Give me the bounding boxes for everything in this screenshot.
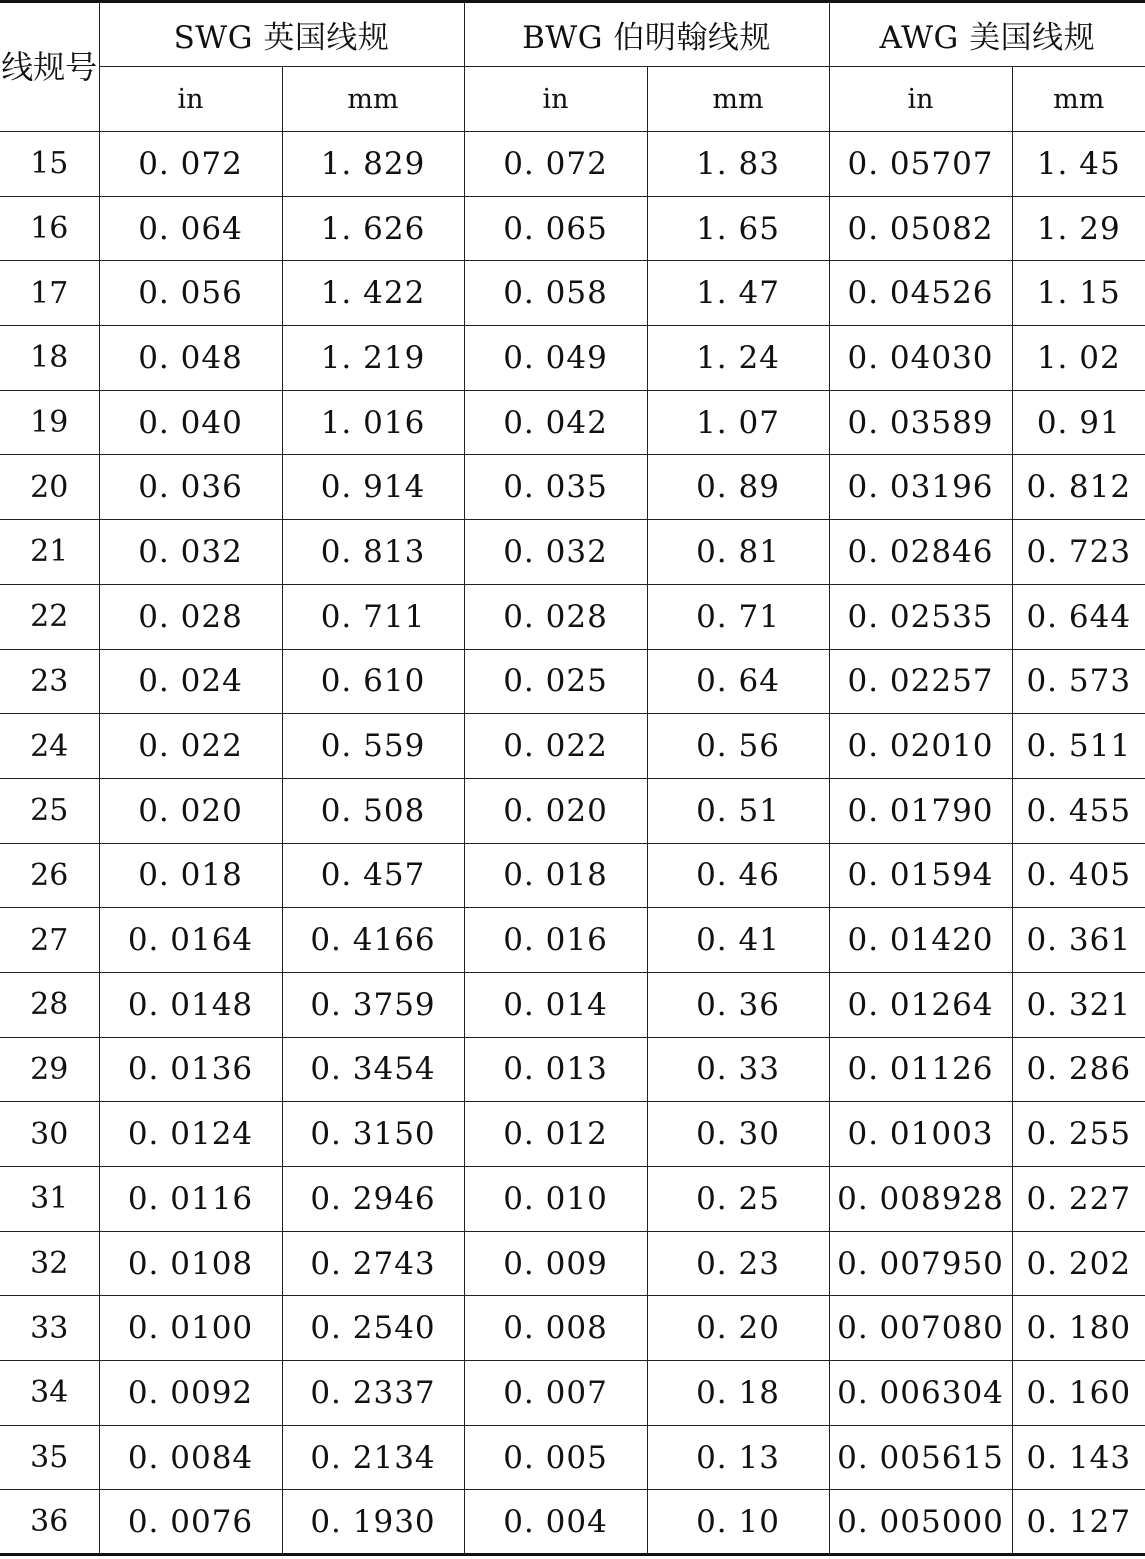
swg-mm-cell: 0. 508 [282, 778, 464, 843]
bwg-mm-cell: 1. 47 [647, 261, 829, 326]
table-row [0, 132, 1145, 197]
gauge-number-cell: 24 [0, 714, 99, 779]
bwg-in-cell: 0. 007 [464, 1361, 647, 1426]
swg-in-cell: 0. 0084 [99, 1425, 282, 1490]
swg-mm-cell: 0. 2743 [282, 1231, 464, 1296]
awg-in-cell: 0. 005615 [829, 1425, 1012, 1490]
awg-mm-cell: 0. 644 [1012, 584, 1145, 649]
bwg-mm-cell: 0. 20 [647, 1296, 829, 1361]
table-row [0, 520, 1145, 585]
bwg-in-cell: 0. 005 [464, 1425, 647, 1490]
awg-in-cell: 0. 01264 [829, 972, 1012, 1037]
bwg-in-cell: 0. 008 [464, 1296, 647, 1361]
bwg-in-cell: 0. 049 [464, 326, 647, 391]
swg-in-cell: 0. 018 [99, 843, 282, 908]
gauge-number-cell: 18 [0, 326, 99, 391]
swg-in-cell: 0. 032 [99, 520, 282, 585]
swg-mm-cell: 0. 914 [282, 455, 464, 520]
table-row [0, 1102, 1145, 1167]
gauge-number-cell: 26 [0, 843, 99, 908]
table-body [0, 132, 1145, 1555]
awg-mm-cell: 0. 255 [1012, 1102, 1145, 1167]
table-row [0, 1425, 1145, 1490]
swg-mm-cell: 0. 457 [282, 843, 464, 908]
bwg-in-header: in [464, 67, 647, 132]
bwg-mm-cell: 0. 13 [647, 1425, 829, 1490]
table-row [0, 196, 1145, 261]
awg-in-cell: 0. 01126 [829, 1037, 1012, 1102]
awg-mm-cell: 0. 573 [1012, 649, 1145, 714]
awg-group-header: AWG 美国线规 [829, 2, 1145, 67]
gauge-number-cell: 17 [0, 261, 99, 326]
awg-mm-cell: 0. 91 [1012, 390, 1145, 455]
swg-in-header: in [99, 67, 282, 132]
awg-mm-cell: 0. 812 [1012, 455, 1145, 520]
awg-in-cell: 0. 01790 [829, 778, 1012, 843]
gauge-number-header: 线规号 [0, 2, 99, 132]
gauge-number-cell: 29 [0, 1037, 99, 1102]
bwg-in-cell: 0. 035 [464, 455, 647, 520]
bwg-mm-cell: 0. 89 [647, 455, 829, 520]
header-row-groups [0, 2, 1145, 67]
gauge-number-cell: 21 [0, 520, 99, 585]
awg-mm-header: mm [1012, 67, 1145, 132]
bwg-group-header: BWG 伯明翰线规 [464, 2, 829, 67]
awg-mm-cell: 0. 160 [1012, 1361, 1145, 1426]
swg-in-cell: 0. 020 [99, 778, 282, 843]
bwg-mm-cell: 1. 07 [647, 390, 829, 455]
awg-in-cell: 0. 04030 [829, 326, 1012, 391]
awg-in-cell: 0. 01003 [829, 1102, 1012, 1167]
awg-in-cell: 0. 03196 [829, 455, 1012, 520]
bwg-in-cell: 0. 013 [464, 1037, 647, 1102]
swg-in-cell: 0. 024 [99, 649, 282, 714]
bwg-in-cell: 0. 058 [464, 261, 647, 326]
bwg-mm-cell: 0. 64 [647, 649, 829, 714]
table-row [0, 455, 1145, 520]
swg-mm-cell: 0. 2134 [282, 1425, 464, 1490]
swg-mm-cell: 0. 2946 [282, 1167, 464, 1232]
gauge-number-cell: 28 [0, 972, 99, 1037]
table-row [0, 1231, 1145, 1296]
awg-mm-cell: 0. 511 [1012, 714, 1145, 779]
awg-in-cell: 0. 03589 [829, 390, 1012, 455]
bwg-in-cell: 0. 018 [464, 843, 647, 908]
awg-mm-cell: 1. 02 [1012, 326, 1145, 391]
bwg-mm-cell: 0. 36 [647, 972, 829, 1037]
awg-in-cell: 0. 02535 [829, 584, 1012, 649]
awg-in-cell: 0. 006304 [829, 1361, 1012, 1426]
bwg-mm-cell: 0. 51 [647, 778, 829, 843]
awg-mm-cell: 0. 321 [1012, 972, 1145, 1037]
bwg-in-cell: 0. 004 [464, 1490, 647, 1555]
bwg-mm-cell: 0. 71 [647, 584, 829, 649]
bwg-mm-cell: 1. 83 [647, 132, 829, 197]
bwg-mm-cell: 0. 33 [647, 1037, 829, 1102]
swg-in-cell: 0. 0148 [99, 972, 282, 1037]
table-row [0, 649, 1145, 714]
swg-in-cell: 0. 0092 [99, 1361, 282, 1426]
awg-in-cell: 0. 007950 [829, 1231, 1012, 1296]
gauge-number-cell: 31 [0, 1167, 99, 1232]
bwg-mm-cell: 0. 10 [647, 1490, 829, 1555]
awg-mm-cell: 0. 180 [1012, 1296, 1145, 1361]
swg-mm-cell: 0. 1930 [282, 1490, 464, 1555]
gauge-number-cell: 25 [0, 778, 99, 843]
awg-in-cell: 0. 02010 [829, 714, 1012, 779]
table-row [0, 972, 1145, 1037]
swg-in-cell: 0. 0124 [99, 1102, 282, 1167]
swg-mm-cell: 0. 4166 [282, 908, 464, 973]
awg-in-header: in [829, 67, 1012, 132]
gauge-number-cell: 36 [0, 1490, 99, 1555]
swg-in-cell: 0. 056 [99, 261, 282, 326]
bwg-mm-cell: 0. 56 [647, 714, 829, 779]
bwg-in-cell: 0. 009 [464, 1231, 647, 1296]
awg-in-cell: 0. 05082 [829, 196, 1012, 261]
gauge-number-cell: 22 [0, 584, 99, 649]
bwg-mm-cell: 0. 46 [647, 843, 829, 908]
awg-in-cell: 0. 01420 [829, 908, 1012, 973]
header-row-units [0, 67, 1145, 132]
swg-in-cell: 0. 048 [99, 326, 282, 391]
gauge-number-cell: 27 [0, 908, 99, 973]
bwg-in-cell: 0. 065 [464, 196, 647, 261]
gauge-number-cell: 23 [0, 649, 99, 714]
bwg-in-cell: 0. 072 [464, 132, 647, 197]
gauge-number-cell: 16 [0, 196, 99, 261]
awg-in-cell: 0. 008928 [829, 1167, 1012, 1232]
awg-in-cell: 0. 007080 [829, 1296, 1012, 1361]
swg-mm-cell: 1. 829 [282, 132, 464, 197]
swg-mm-cell: 0. 3150 [282, 1102, 464, 1167]
swg-mm-cell: 0. 2337 [282, 1361, 464, 1426]
table-row [0, 1296, 1145, 1361]
awg-mm-cell: 1. 29 [1012, 196, 1145, 261]
gauge-number-cell: 19 [0, 390, 99, 455]
table-row [0, 778, 1145, 843]
awg-mm-cell: 0. 286 [1012, 1037, 1145, 1102]
bwg-in-cell: 0. 020 [464, 778, 647, 843]
awg-in-cell: 0. 02846 [829, 520, 1012, 585]
bwg-mm-cell: 0. 25 [647, 1167, 829, 1232]
gauge-number-cell: 30 [0, 1102, 99, 1167]
bwg-mm-cell: 0. 41 [647, 908, 829, 973]
gauge-number-cell: 35 [0, 1425, 99, 1490]
swg-in-cell: 0. 028 [99, 584, 282, 649]
bwg-in-cell: 0. 032 [464, 520, 647, 585]
swg-in-cell: 0. 0100 [99, 1296, 282, 1361]
swg-in-cell: 0. 0116 [99, 1167, 282, 1232]
awg-mm-cell: 0. 143 [1012, 1425, 1145, 1490]
table-row [0, 584, 1145, 649]
bwg-mm-header: mm [647, 67, 829, 132]
swg-mm-cell: 0. 3759 [282, 972, 464, 1037]
swg-in-cell: 0. 022 [99, 714, 282, 779]
table-row [0, 1037, 1145, 1102]
table-row [0, 843, 1145, 908]
bwg-in-cell: 0. 025 [464, 649, 647, 714]
bwg-mm-cell: 0. 81 [647, 520, 829, 585]
awg-in-cell: 0. 01594 [829, 843, 1012, 908]
swg-in-cell: 0. 040 [99, 390, 282, 455]
gauge-number-cell: 34 [0, 1361, 99, 1426]
swg-mm-cell: 1. 626 [282, 196, 464, 261]
bwg-mm-cell: 1. 24 [647, 326, 829, 391]
awg-mm-cell: 0. 361 [1012, 908, 1145, 973]
table-row [0, 1490, 1145, 1555]
swg-mm-header: mm [282, 67, 464, 132]
table-row [0, 714, 1145, 779]
awg-in-cell: 0. 05707 [829, 132, 1012, 197]
bwg-in-cell: 0. 042 [464, 390, 647, 455]
swg-mm-cell: 0. 711 [282, 584, 464, 649]
table-row [0, 1167, 1145, 1232]
swg-mm-cell: 1. 016 [282, 390, 464, 455]
swg-mm-cell: 1. 219 [282, 326, 464, 391]
table-row [0, 261, 1145, 326]
table-row [0, 908, 1145, 973]
bwg-in-cell: 0. 012 [464, 1102, 647, 1167]
gauge-number-cell: 33 [0, 1296, 99, 1361]
awg-mm-cell: 0. 405 [1012, 843, 1145, 908]
bwg-mm-cell: 0. 23 [647, 1231, 829, 1296]
swg-mm-cell: 0. 3454 [282, 1037, 464, 1102]
swg-in-cell: 0. 0164 [99, 908, 282, 973]
awg-mm-cell: 1. 15 [1012, 261, 1145, 326]
bwg-in-cell: 0. 016 [464, 908, 647, 973]
swg-mm-cell: 1. 422 [282, 261, 464, 326]
swg-mm-cell: 0. 610 [282, 649, 464, 714]
bwg-in-cell: 0. 014 [464, 972, 647, 1037]
swg-mm-cell: 0. 813 [282, 520, 464, 585]
awg-mm-cell: 0. 202 [1012, 1231, 1145, 1296]
swg-mm-cell: 0. 559 [282, 714, 464, 779]
bwg-in-cell: 0. 022 [464, 714, 647, 779]
swg-in-cell: 0. 064 [99, 196, 282, 261]
table-header [0, 2, 1145, 132]
awg-in-cell: 0. 04526 [829, 261, 1012, 326]
awg-mm-cell: 0. 455 [1012, 778, 1145, 843]
table-row [0, 326, 1145, 391]
swg-mm-cell: 0. 2540 [282, 1296, 464, 1361]
gauge-number-cell: 15 [0, 132, 99, 197]
swg-group-header: SWG 英国线规 [99, 2, 464, 67]
gauge-number-cell: 20 [0, 455, 99, 520]
awg-mm-cell: 0. 227 [1012, 1167, 1145, 1232]
table-row [0, 1361, 1145, 1426]
swg-in-cell: 0. 0108 [99, 1231, 282, 1296]
swg-in-cell: 0. 072 [99, 132, 282, 197]
awg-mm-cell: 0. 127 [1012, 1490, 1145, 1555]
awg-mm-cell: 1. 45 [1012, 132, 1145, 197]
awg-in-cell: 0. 02257 [829, 649, 1012, 714]
bwg-in-cell: 0. 010 [464, 1167, 647, 1232]
awg-mm-cell: 0. 723 [1012, 520, 1145, 585]
swg-in-cell: 0. 0076 [99, 1490, 282, 1555]
gauge-number-cell: 32 [0, 1231, 99, 1296]
awg-in-cell: 0. 005000 [829, 1490, 1012, 1555]
bwg-in-cell: 0. 028 [464, 584, 647, 649]
bwg-mm-cell: 0. 30 [647, 1102, 829, 1167]
bwg-mm-cell: 1. 65 [647, 196, 829, 261]
swg-in-cell: 0. 036 [99, 455, 282, 520]
table-row [0, 390, 1145, 455]
swg-in-cell: 0. 0136 [99, 1037, 282, 1102]
bwg-mm-cell: 0. 18 [647, 1361, 829, 1426]
